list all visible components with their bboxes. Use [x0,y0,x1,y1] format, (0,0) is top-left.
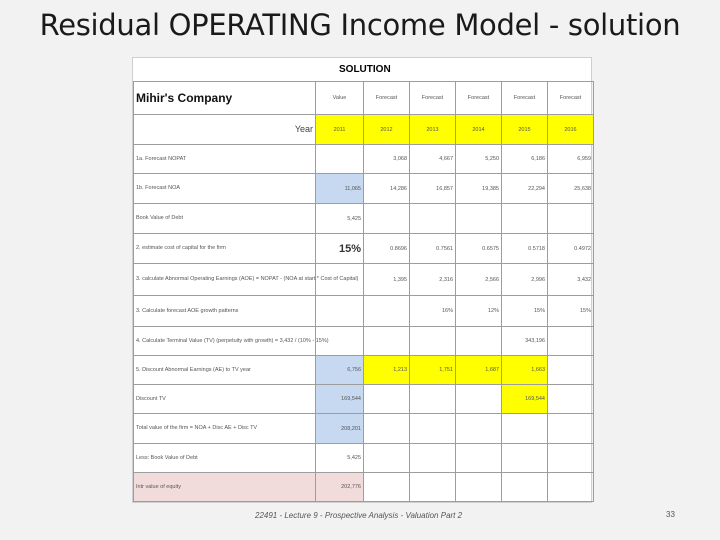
value-cell: 169,544 [502,385,548,414]
value-cell: 0.4972 [548,234,594,264]
cost-of-capital-cell [316,234,364,264]
year-cell: 2011 [316,115,364,145]
row-label: 1b. Forecast NOA [134,174,316,204]
terminal-value-cell: 343,196 [502,327,548,356]
col-header: Forecast [364,82,410,115]
col-header: Forecast [456,82,502,115]
cost-of-capital-value: 15% [338,242,361,255]
row-label: 2. estimate cost of capital for the firm [134,234,316,264]
year-cell: 2015 [502,115,548,145]
col-header: Forecast [502,82,548,115]
noa-row [134,174,594,204]
value-cell: 16% [410,296,456,327]
value-cell: 0.6575 [456,234,502,264]
value-cell: 2,566 [456,264,502,296]
footer-text: 22491 - Lecture 9 - Prospective Analysis - Valuation Part 2 [255,511,463,520]
header-row [134,82,594,115]
value-cell: 1,213 [364,356,410,385]
value-cell: 2,996 [502,264,548,296]
value-cell: 0.7561 [410,234,456,264]
col-header: Value [316,82,364,115]
value-cell: 202,776 [316,473,364,502]
value-cell: 5,425 [316,204,364,234]
year-label: Year [294,123,313,134]
value-cell: 15% [502,296,548,327]
value-cell: 1,687 [456,356,502,385]
growth-row [134,296,594,327]
discount-ae-row [134,356,594,385]
row-label: Intr value of equity [134,473,316,502]
row-label: 3. calculate Abnormal Operating Earnings (AOE) = NOPAT - (NOA at start * Cost of Capital) [134,264,316,296]
value-cell: 16,857 [410,174,456,204]
spreadsheet-image [132,57,592,503]
value-cell: 5,425 [316,444,364,473]
value-cell: 6,186 [502,145,548,174]
value-cell: 1,663 [502,356,548,385]
value-cell [316,145,364,174]
company-name: Mihir's Company [136,90,233,105]
value-cell: 14,286 [364,174,410,204]
value-cell: 0.5718 [502,234,548,264]
value-cell [316,296,364,327]
equity-row [134,473,594,502]
value-cell: 12% [456,296,502,327]
discount-tv-row [134,385,594,414]
value-cell: 4,667 [410,145,456,174]
row-label: Less: Book Value of Debt [134,444,316,473]
value-cell: 25,638 [548,174,594,204]
value-cell: 11,065 [316,174,364,204]
sheet-heading: SOLUTION [339,64,391,75]
aoe-row [134,264,594,296]
value-cell: 15% [548,296,594,327]
value-cell: 6,756 [316,356,364,385]
firm-value-row [134,414,594,444]
value-cell: 169,544 [316,385,364,414]
value-cell: 3,432 [548,264,594,296]
row-label: Total value of the firm = NOA + Disc AE + Disc TV [134,414,316,444]
nopat-row [134,145,594,174]
slide-title: Residual OPERATING Income Model - solution [39,8,681,42]
year-cell: 2013 [410,115,456,145]
row-label: 1a. Forecast NOPAT [134,145,316,174]
year-label-cell [134,115,316,145]
value-cell: 5,250 [456,145,502,174]
less-debt-row [134,444,594,473]
value-cell: 22,294 [502,174,548,204]
value-cell: 0.8696 [364,234,410,264]
value-cell: 1,751 [410,356,456,385]
col-header: Forecast [548,82,594,115]
row-label: 4. Calculate Terminal Value (TV) (perpetuity with growth) = 3,432 / (10% - 15%) [134,327,316,356]
value-cell: 3,068 [364,145,410,174]
value-cell [548,356,594,385]
value-cell: 2,316 [410,264,456,296]
row-label: Book Value of Debt [134,204,316,234]
cost-of-capital-row [134,234,594,264]
year-cell: 2016 [548,115,594,145]
value-cell: 1,395 [364,264,410,296]
year-cell: 2012 [364,115,410,145]
row-label: 5. Discount Abnormal Earnings (AE) to TV year [134,356,316,385]
valuation-table [133,81,594,502]
value-cell: 6,959 [548,145,594,174]
value-cell: 19,385 [456,174,502,204]
year-row [134,115,594,145]
row-label: 3. Calculate forecast AOE growth patterns [134,296,316,327]
row-label: Discount TV [134,385,316,414]
terminal-value-row [134,327,594,356]
col-header: Forecast [410,82,456,115]
company-cell [134,82,316,115]
value-cell [364,296,410,327]
value-cell: 208,201 [316,414,364,444]
page-number: 33 [666,510,675,519]
year-cell: 2014 [456,115,502,145]
book-value-debt-row [134,204,594,234]
